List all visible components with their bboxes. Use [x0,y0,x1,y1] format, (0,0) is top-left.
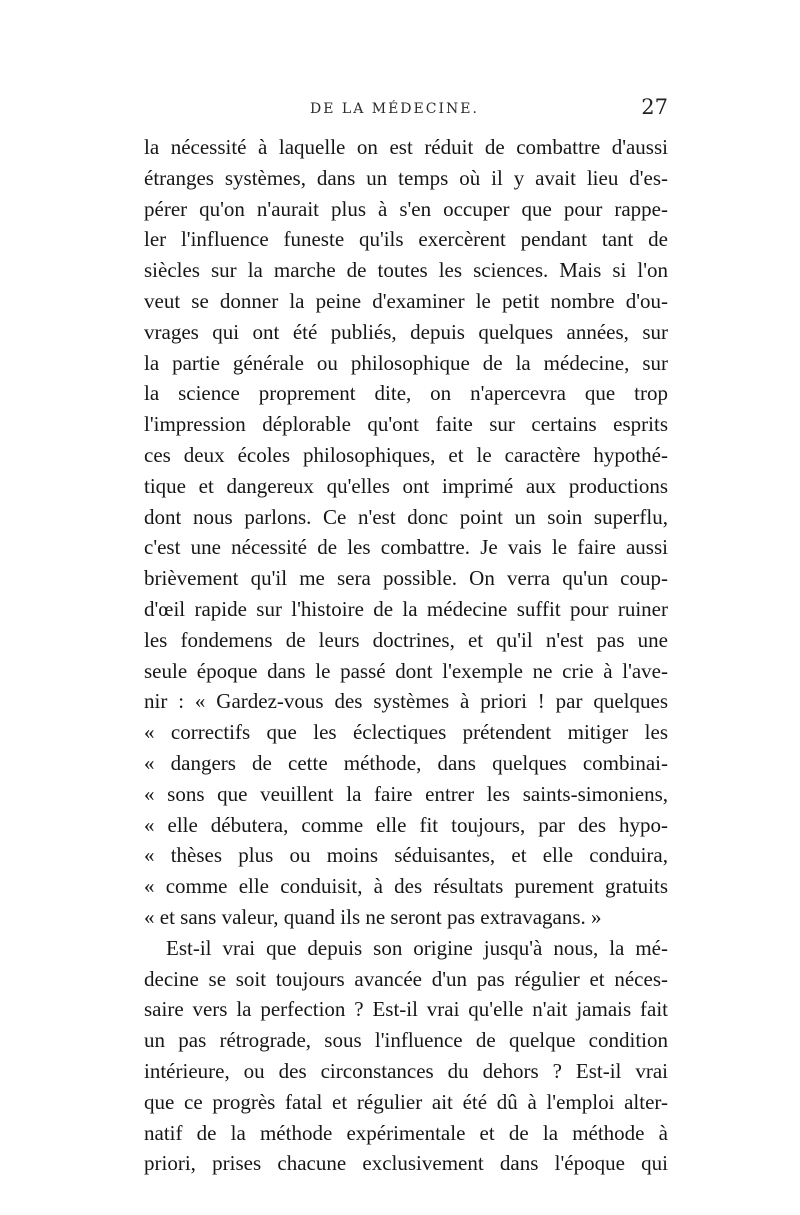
running-title: DE LA MÉDECINE. [310,101,479,117]
text-line: decine se soit toujours avancée d'un pas régulier et néces- [144,966,668,991]
text-line: « dangers de cette méthode, dans quelques combinai- [144,750,668,775]
text-line: l'impression déplorable qu'ont faite sur certains esprits [144,412,668,437]
text-line: seule époque dans le passé dont l'exemple ne crie à l'ave- [144,658,668,683]
text-line: tique et dangereux qu'elles ont imprimé aux productions [144,473,668,498]
text-line: Est-il vrai que depuis son origine jusqu'à nous, la mé- [166,935,668,960]
text-line: « thèses plus ou moins séduisantes, et elle conduira, [144,843,668,868]
text-line: natif de la méthode expérimentale et de la méthode à [144,1120,668,1145]
text-line: étranges systèmes, dans un temps où il y avait lieu d'es- [144,165,668,190]
text-line: un pas rétrograde, sous l'influence de quelque condition [144,1028,668,1053]
text-line: « et sans valeur, quand ils ne seront pas extravagans. » [144,904,602,929]
text-line: nir : « Gardez-vous des systèmes à priori ! par quelques [144,689,668,714]
text-line: veut se donner la peine d'examiner le petit nombre d'ou- [144,288,668,313]
text-line: la science proprement dite, on n'apercevra que trop [144,381,668,406]
text-line: dont nous parlons. Ce n'est donc point un soin superflu, [144,504,668,529]
text-line: intérieure, ou des circonstances du dehors ? Est-il vrai [144,1058,668,1083]
page-number: 27 [641,95,668,119]
text-line: « elle débutera, comme elle fit toujours, par des hypo- [144,812,668,837]
text-line: « sons que veuillent la faire entrer les saints-simoniens, [144,781,668,806]
text-line: ces deux écoles philosophiques, et le caractère hypothé- [144,442,668,467]
running-head [144,95,668,123]
text-line: « comme elle conduisit, à des résultats purement gratuits [144,874,668,899]
text-line: « correctifs que les éclectiques prétendent mitiger les [144,720,668,745]
text-line: la partie générale ou philosophique de la médecine, sur [144,350,668,375]
text-line: la nécessité à laquelle on est réduit de combattre d'aussi [144,135,668,159]
text-line: siècles sur la marche de toutes les sciences. Mais si l'on [144,258,668,283]
text-line: les fondemens de leurs doctrines, et qu'il n'est pas une [144,627,668,652]
text-line: priori, prises chacune exclusivement dans l'époque qui [144,1151,668,1176]
text-line: brièvement qu'il me sera possible. On verra qu'un coup- [144,566,668,591]
body-text [144,132,668,1179]
text-line: que ce progrès fatal et régulier ait été dû à l'emploi alter- [144,1089,668,1114]
text-line: pérer qu'on n'aurait plus à s'en occuper que pour rappe- [144,196,668,221]
text-line: saire vers la perfection ? Est-il vrai qu'elle n'ait jamais fait [144,997,668,1022]
text-line: c'est une nécessité de les combattre. Je vais le faire aussi [144,535,668,560]
text-line: vrages qui ont été publiés, depuis quelques années, sur [144,319,668,344]
text-line: d'œil rapide sur l'histoire de la médecine suffit pour ruiner [144,596,668,621]
text-line: ler l'influence funeste qu'ils exercèrent pendant tant de [144,227,668,252]
